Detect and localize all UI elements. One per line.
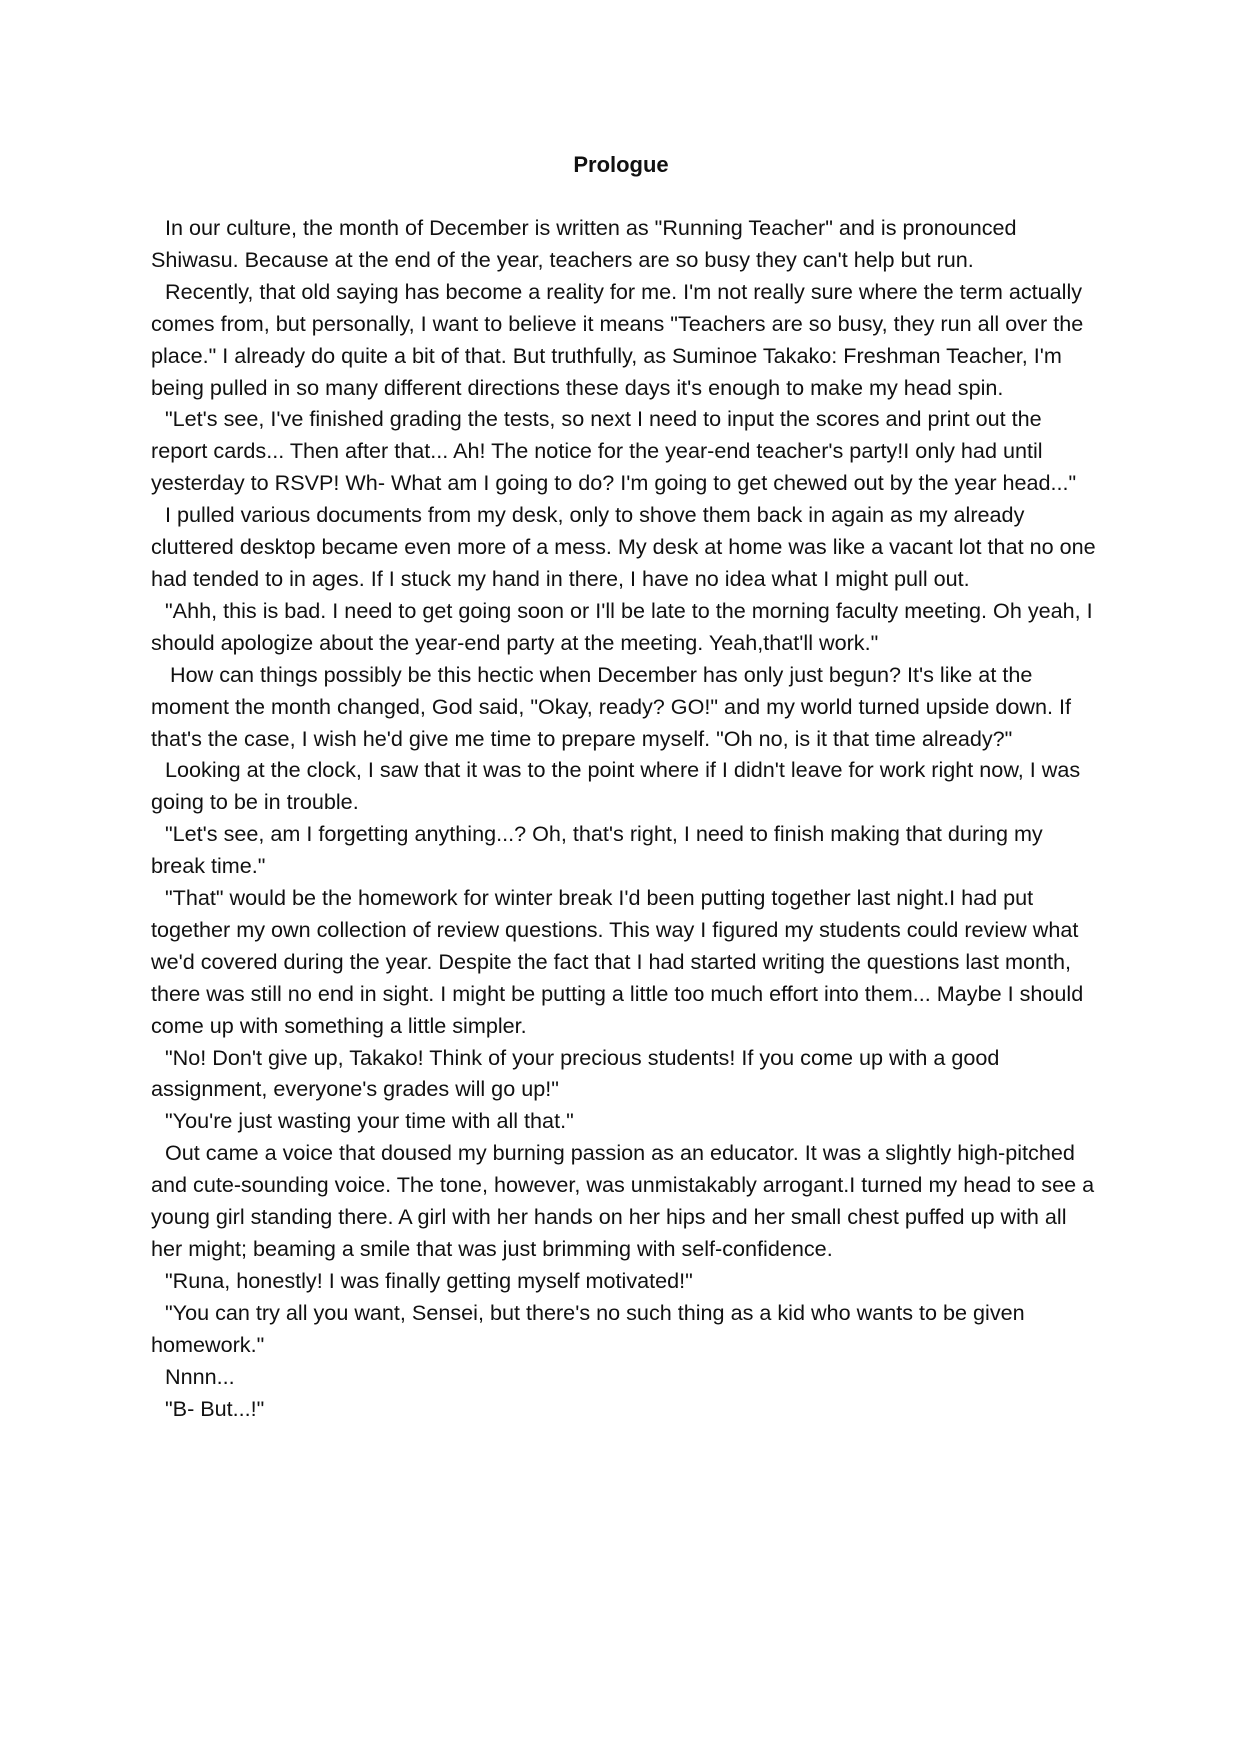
paragraph: Recently, that old saying has become a reality for me. I'm not really sure where the term actually comes from, but personally, I want to believe it means "Teachers are so busy, they run all over the place." I already do quite a bit of that. But truthfully, as Suminoe Takako: Freshman Teacher, I'm being pulled in so many different directions these days it's enough to make my head spin. <box>151 278 1084 400</box>
paragraph: "You can try all you want, Sensei, but there's no such thing as a kid who wants to be given homework." <box>151 1299 1025 1357</box>
paragraph: I pulled various documents from my desk, only to shove them back in again as my already cluttered desktop became even more of a mess. My desk at home was like a vacant lot that no one had tended to in ages. If I stuck my hand in there, I have no idea what I might pull out. <box>151 502 1096 591</box>
paragraph: How can things possibly be this hectic when December has only just begun? It's like at the moment the month changed, God said, "Okay, ready? GO!" and my world turned upside down. If that's the case, I wish he'd give me time to prepare myself. "Oh no, is it that time already?" <box>151 661 1071 751</box>
paragraph: "Ahh, this is bad. I need to get going soon or I'll be late to the morning faculty meeting. Oh yeah, I should apologize about the year-end party at the meeting. Yeah,that'll work." <box>151 597 1093 655</box>
paragraph: Looking at the clock, I saw that it was to the point where if I didn't leave for work right now, I was going to be in trouble. <box>151 757 1081 815</box>
paragraph: "Runa, honestly! I was finally getting myself motivated!" <box>165 1267 693 1293</box>
paragraph: Nnnn... <box>165 1363 235 1389</box>
paragraph: "Let's see, I've finished grading the tests, so next I need to input the scores and print out the report cards... Then after that... Ah! The notice for the year-end teacher's party!I only had until yesterday to RSVP! Wh- What am I going to do? I'm going to get chewed out by the year head..." <box>151 406 1077 496</box>
document-body <box>151 212 1101 1424</box>
paragraph: "Let's see, am I forgetting anything...? Oh, that's right, I need to finish making that during my break time." <box>151 821 1043 879</box>
paragraph: "That" would be the homework for winter break I'd been putting together last night.I had put together my own collection of review questions. This way I figured my students could review what we'd covered during the year. Despite the fact that I had started writing the questions last month, there was still no end in sight. I might be putting a little too much effort into them... Maybe I should come up with something a little simpler. <box>151 885 1084 1038</box>
paragraph: In our culture, the month of December is written as "Running Teacher" and is pronounced Shiwasu. Because at the end of the year, teachers are so busy they can't help but run. <box>151 215 1017 272</box>
paragraph: "No! Don't give up, Takako! Think of your precious students! If you come up with a good assignment, everyone's grades will go up!" <box>151 1044 1000 1102</box>
paragraph: "B- But...!" <box>165 1395 265 1421</box>
chapter-title: Prologue <box>573 152 669 177</box>
paragraph: Out came a voice that doused my burning passion as an educator. It was a slightly high-pitched and cute-sounding voice. The tone, however, was unmistakably arrogant.I turned my head to see a young girl standing there. A girl with her hands on her hips and her small chest puffed up with all her might; beaming a smile that was just brimming with self-confidence. <box>151 1140 1095 1261</box>
paragraph: "You're just wasting your time with all that." <box>165 1108 574 1134</box>
